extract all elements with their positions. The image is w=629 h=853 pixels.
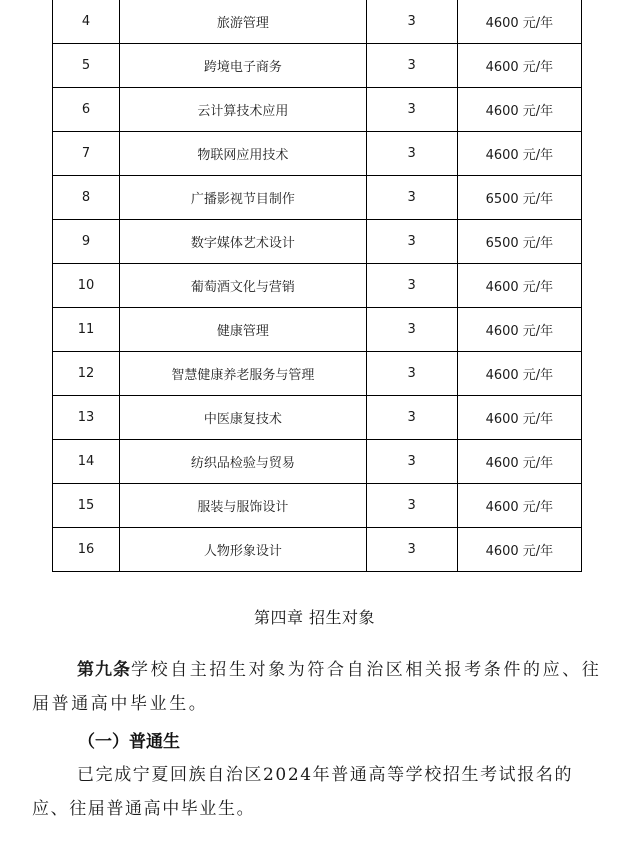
duration-years-cell: 3: [366, 176, 457, 220]
major-name-cell: 物联网应用技术: [120, 132, 366, 176]
table-row: [53, 440, 582, 484]
tuition-fee-cell: 4600 元/年: [457, 396, 581, 440]
major-name-cell: 纺织品检验与贸易: [120, 440, 366, 484]
major-name-cell: 数字媒体艺术设计: [120, 220, 366, 264]
row-number-cell: 16: [53, 528, 120, 572]
table-row: [53, 396, 582, 440]
major-name-cell: 跨境电子商务: [120, 44, 366, 88]
duration-years-cell: 3: [366, 352, 457, 396]
tuition-fee-cell: 6500 元/年: [457, 220, 581, 264]
table-row: [53, 44, 582, 88]
duration-years-cell: 3: [366, 396, 457, 440]
article-9-text: 学校自主招生对象为符合自治区相关报考条件的应、往届普通高中毕业生。: [32, 660, 602, 714]
duration-years-cell: 3: [366, 132, 457, 176]
major-name-cell: 智慧健康养老服务与管理: [120, 352, 366, 396]
duration-years-cell: 3: [366, 44, 457, 88]
section-heading-regular-students: （一）普通生: [78, 732, 180, 752]
major-name-cell: 旅游管理: [120, 0, 366, 44]
tuition-fee-cell: 4600 元/年: [457, 308, 581, 352]
regular-students-text: 已完成宁夏回族自治区2024年普通高等学校招生考试报名的应、往届普通高中毕业生。: [32, 765, 574, 819]
tuition-fee-cell: 4600 元/年: [457, 440, 581, 484]
major-fee-table: [52, 0, 582, 572]
tuition-fee-cell: 4600 元/年: [457, 88, 581, 132]
row-number-cell: 8: [53, 176, 120, 220]
duration-years-cell: 3: [366, 528, 457, 572]
tuition-fee-cell: 4600 元/年: [457, 484, 581, 528]
duration-years-cell: 3: [366, 308, 457, 352]
table-row: [53, 308, 582, 352]
major-name-cell: 健康管理: [120, 308, 366, 352]
row-number-cell: 10: [53, 264, 120, 308]
table-body: [53, 0, 582, 572]
table-row: [53, 484, 582, 528]
table-row: [53, 528, 582, 572]
major-name-cell: 云计算技术应用: [120, 88, 366, 132]
row-number-cell: 13: [53, 396, 120, 440]
table-row: [53, 352, 582, 396]
row-number-cell: 11: [53, 308, 120, 352]
duration-years-cell: 3: [366, 220, 457, 264]
duration-years-cell: 3: [366, 264, 457, 308]
duration-years-cell: 3: [366, 484, 457, 528]
row-number-cell: 5: [53, 44, 120, 88]
tuition-fee-cell: 4600 元/年: [457, 132, 581, 176]
table-row: [53, 220, 582, 264]
row-number-cell: 7: [53, 132, 120, 176]
major-name-cell: 广播影视节目制作: [120, 176, 366, 220]
major-name-cell: 中医康复技术: [120, 396, 366, 440]
major-name-cell: 人物形象设计: [120, 528, 366, 572]
tuition-fee-cell: 4600 元/年: [457, 44, 581, 88]
row-number-cell: 6: [53, 88, 120, 132]
table-row: [53, 264, 582, 308]
major-name-cell: 服装与服饰设计: [120, 484, 366, 528]
tuition-fee-cell: 4600 元/年: [457, 528, 581, 572]
tuition-fee-cell: 4600 元/年: [457, 0, 581, 44]
major-name-cell: 葡萄酒文化与营销: [120, 264, 366, 308]
duration-years-cell: 3: [366, 440, 457, 484]
table-row: [53, 132, 582, 176]
table-row: [53, 0, 582, 44]
row-number-cell: 9: [53, 220, 120, 264]
tuition-fee-cell: 6500 元/年: [457, 176, 581, 220]
tuition-fee-cell: 4600 元/年: [457, 352, 581, 396]
table-row: [53, 88, 582, 132]
row-number-cell: 15: [53, 484, 120, 528]
duration-years-cell: 3: [366, 88, 457, 132]
duration-years-cell: 3: [366, 0, 457, 44]
chapter-heading: 第四章 招生对象: [253, 608, 376, 627]
row-number-cell: 4: [53, 0, 120, 44]
table-row: [53, 176, 582, 220]
row-number-cell: 12: [53, 352, 120, 396]
article-9-paragraph: [32, 653, 606, 721]
row-number-cell: 14: [53, 440, 120, 484]
regular-students-paragraph: [32, 758, 606, 826]
article-9-label: 第九条: [77, 660, 131, 680]
tuition-fee-cell: 4600 元/年: [457, 264, 581, 308]
